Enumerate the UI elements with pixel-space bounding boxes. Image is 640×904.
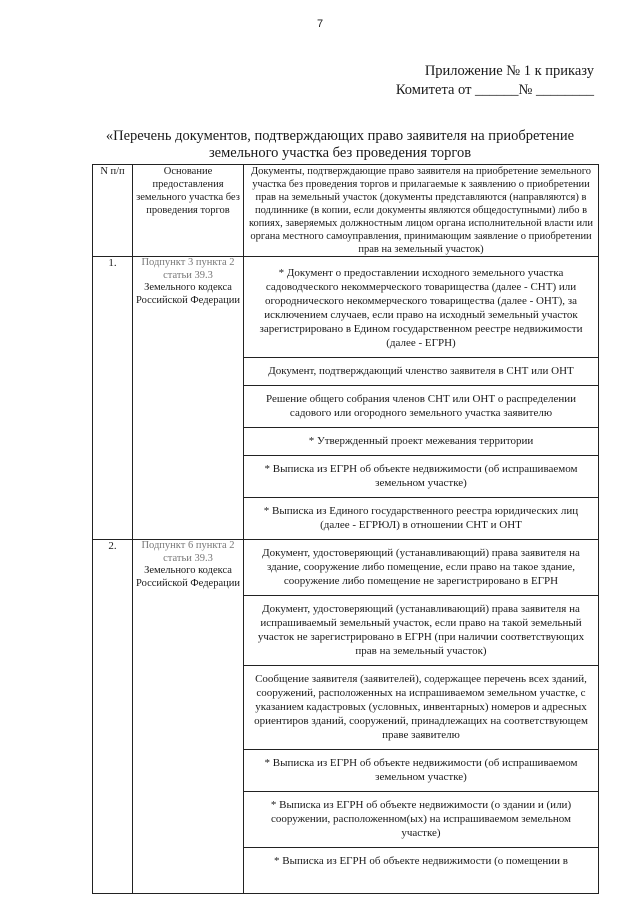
basis-clause: Подпункт 3 пункта 2 статьи 39.3 (141, 257, 235, 281)
header-basis: Основание предоставления земельного участка без проведения торгов (133, 165, 244, 257)
row-basis (133, 540, 244, 894)
doc-item: Документ, удостоверяющий (устанавливающий) права заявителя на испрашиваемый земельный участок, если право на такой земельный участок не зарегистрировано в ЕГРН (при наличии соответствующих прав на земельный участок) (244, 595, 598, 665)
documents-table (92, 164, 599, 894)
basis-code: Земельного кодекса Российской Федерации (136, 565, 240, 589)
doc-item: Документ, подтверждающий членство заявителя в СНТ или ОНТ (244, 357, 598, 385)
row-docs (244, 257, 599, 540)
table-header-row (93, 165, 599, 257)
row-number: 2. (93, 540, 133, 894)
doc-item: * Выписка из ЕГРН об объекте недвижимости (об испрашиваемом земельном участке) (244, 749, 598, 791)
doc-item: Решение общего собрания членов СНТ или ОНТ о распределении садового или огородного земельного участка заявителю (244, 385, 598, 427)
doc-item: * Утвержденный проект межевания территории (244, 427, 598, 455)
doc-item: Документ, удостоверяющий (устанавливающий) права заявителя на здание, сооружение либо помещение, если право на такое здание, сооружение либо помещение не зарегистрировано в ЕГРН (262, 547, 580, 587)
table-row (93, 257, 599, 540)
table-row (93, 540, 599, 894)
row-basis (133, 257, 244, 540)
page-number: 7 (316, 18, 324, 30)
doc-item: * Выписка из ЕГРН об объекте недвижимости (о здании и (или) сооружении, расположенном(ых) на испрашиваемом земельном участке) (244, 791, 598, 847)
doc-item: * Выписка из ЕГРН об объекте недвижимости (об испрашиваемом земельном участке) (244, 455, 598, 497)
basis-code: Земельного кодекса Российской Федерации (136, 282, 240, 306)
basis-clause: Подпункт 6 пункта 2 статьи 39.3 (141, 540, 235, 564)
appendix-header (396, 62, 594, 100)
doc-item: Сообщение заявителя (заявителей), содержащее перечень всех зданий, сооружений, расположенных на испрашиваемом земельном участке, с указанием кадастровых (условных, инвентарных) номеров и адресных ориентиров зданий, сооружений, принадлежащих на соответствующем праве заявителю (244, 665, 598, 749)
row-number: 1. (93, 257, 133, 540)
header-num: N п/п (93, 165, 133, 257)
document-title: «Перечень документов, подтверждающих право заявителя на приобретение земельного участка без проведения торгов (105, 128, 575, 161)
doc-item: * Документ о предоставлении исходного земельного участка садоводческого некоммерческого товарищества (далее - СНТ) или огороднического некоммерческого товарищества (далее - ОНТ), за исключением случаев, если право на исходный земельный участок зарегистрировано в Едином государственном реестре недвижимости (далее - ЕГРН) (259, 267, 583, 349)
appendix-line-1: Приложение № 1 к приказу (424, 63, 594, 79)
row-docs (244, 540, 599, 894)
header-docs: Документы, подтверждающие право заявителя на приобретение земельного участка без проведения торгов и прилагаемые к заявлению о приобретении прав на земельный участок (документы представляются (направляются) в подлиннике (в копии, если документы являются общедоступными) либо в копиях, заверяемых должностным лицом органа исполнительной власти или органа местного самоуправления, принимающим заявление о приобретении прав на земельный участок) (244, 165, 599, 257)
doc-item: * Выписка из ЕГРН об объекте недвижимости (о помещении в (244, 847, 598, 893)
doc-item: * Выписка из Единого государственного реестра юридических лиц (далее - ЕГРЮЛ) в отношении СНТ и ОНТ (244, 497, 598, 539)
appendix-line-2: Комитета от ______№ ________ (395, 82, 594, 98)
